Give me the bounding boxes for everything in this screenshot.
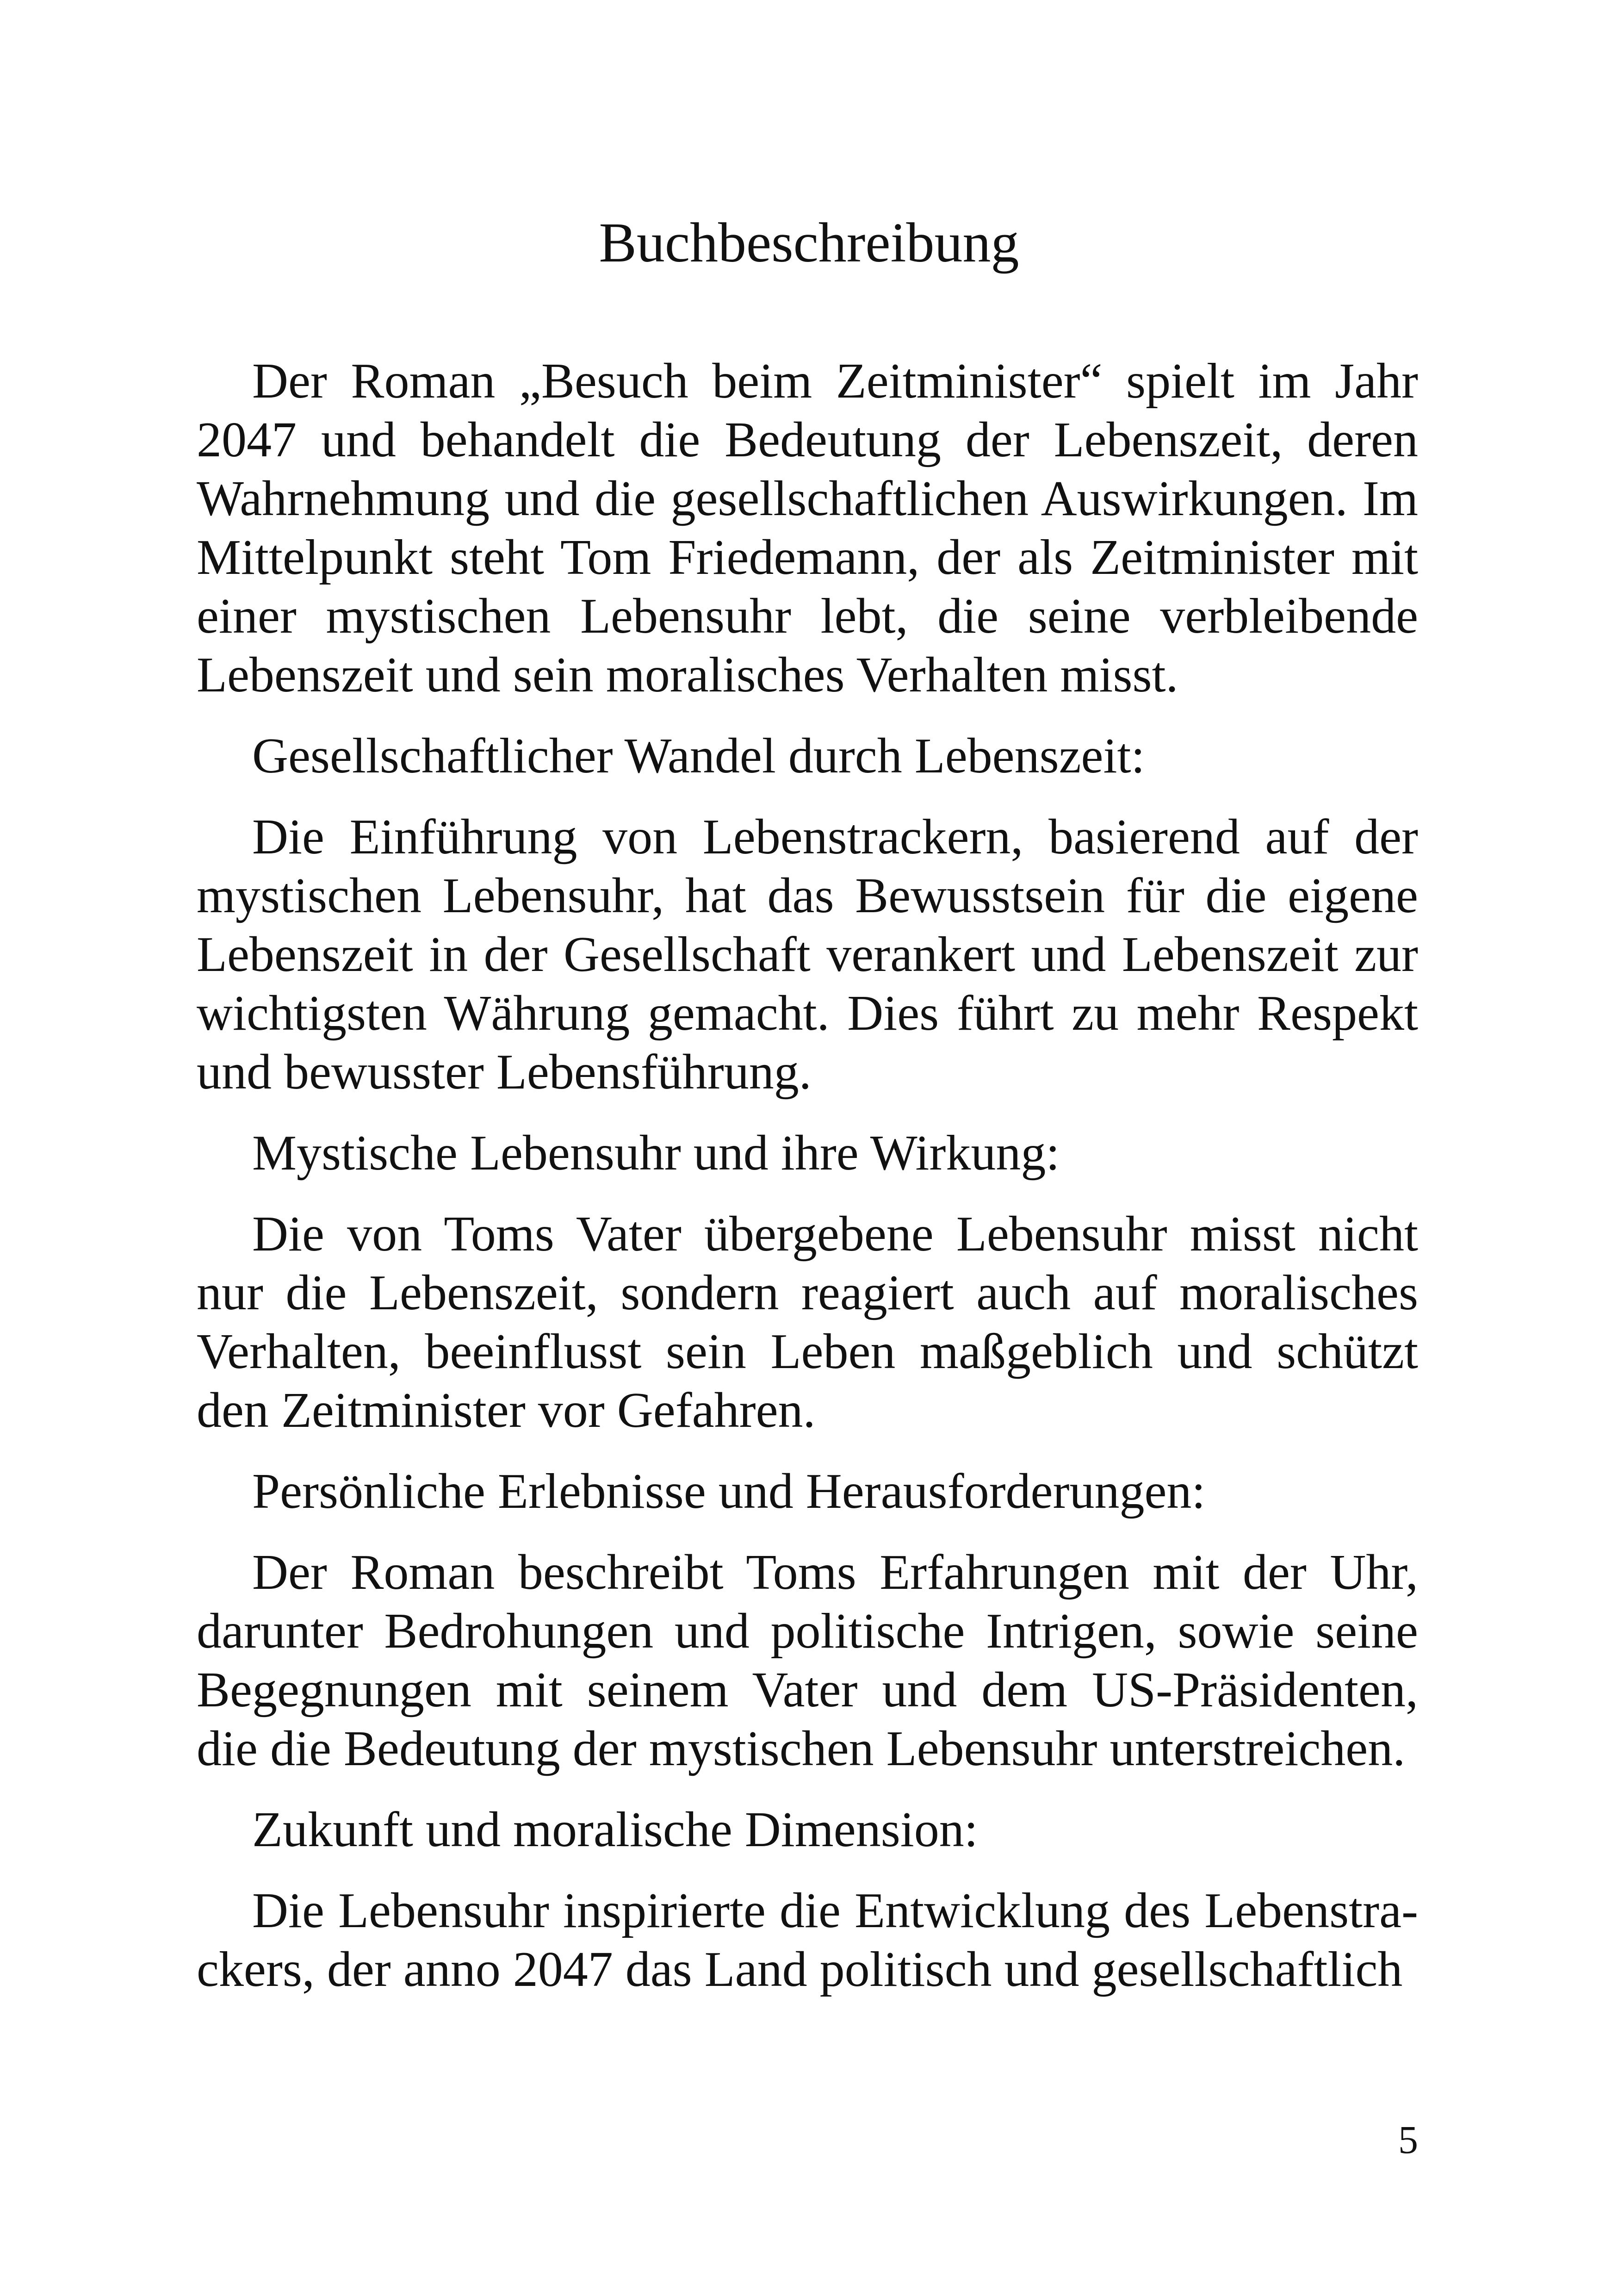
paragraph-intro: Der Roman „Besuch beim Zeitminister“ spielt im Jahr 2047 und behandelt die Bedeutung der Lebenszeit, deren Wahrnehmung und die gesellschaftlichen Auswirkungen. Im Mittelpunkt steht Tom Friedemann, der als Zeitminister mit einer mystischen Lebensuhr lebt, die seine verbleibende Lebenszeit und sein moralisches Verhalten misst.: [197, 354, 1418, 703]
paragraph-persoenliche-erlebnisse: Der Roman beschreibt Toms Erfahrungen mit der Uhr, darunter Bedrohungen und politische Intrigen, sowie seine Begegnungen mit seinem Vater und dem US-Präsidenten, die die Bedeutung der mystischen Lebensuhr unterstreichen.: [197, 1545, 1418, 1776]
body-text: [197, 352, 1418, 2021]
section-heading-gesellschaftlicher-wandel: Gesellschaftlicher Wandel durch Lebenszeit:: [252, 728, 1145, 784]
section-heading-mystische-lebensuhr: Mystische Lebensuhr und ihre Wirkung:: [252, 1126, 1060, 1181]
section-heading-persoenliche-erlebnisse: Persönliche Erlebnisse und Herausforderungen:: [252, 1464, 1206, 1519]
page-number: 5: [1398, 2117, 1418, 2162]
page-title: Buchbeschreibung: [599, 212, 1019, 274]
paragraph-zukunft: Die Lebensuhr inspirierte die Entwicklung des Lebenstrackers, der anno 2047 das Land politisch und gesellschaftlich: [197, 1883, 1418, 1997]
paragraph-mystische-lebensuhr: Die von Toms Vater übergebene Lebensuhr misst nicht nur die Lebenszeit, sondern reagiert auch auf moralisches Verhalten, beeinflusst sein Leben maßgeblich und schützt den Zeitminister vor Gefahren.: [197, 1207, 1418, 1438]
section-heading-zukunft: Zukunft und moralische Dimension:: [252, 1802, 978, 1857]
paragraph-gesellschaftlicher-wandel: Die Einführung von Lebenstrackern, basierend auf der mystischen Lebensuhr, hat das Bewusstsein für die eigene Lebenszeit in der Gesellschaft verankert und Lebenszeit zur wichtigsten Währung gemacht. Dies führt zu mehr Respekt und bewusster Lebensführung.: [197, 809, 1418, 1100]
